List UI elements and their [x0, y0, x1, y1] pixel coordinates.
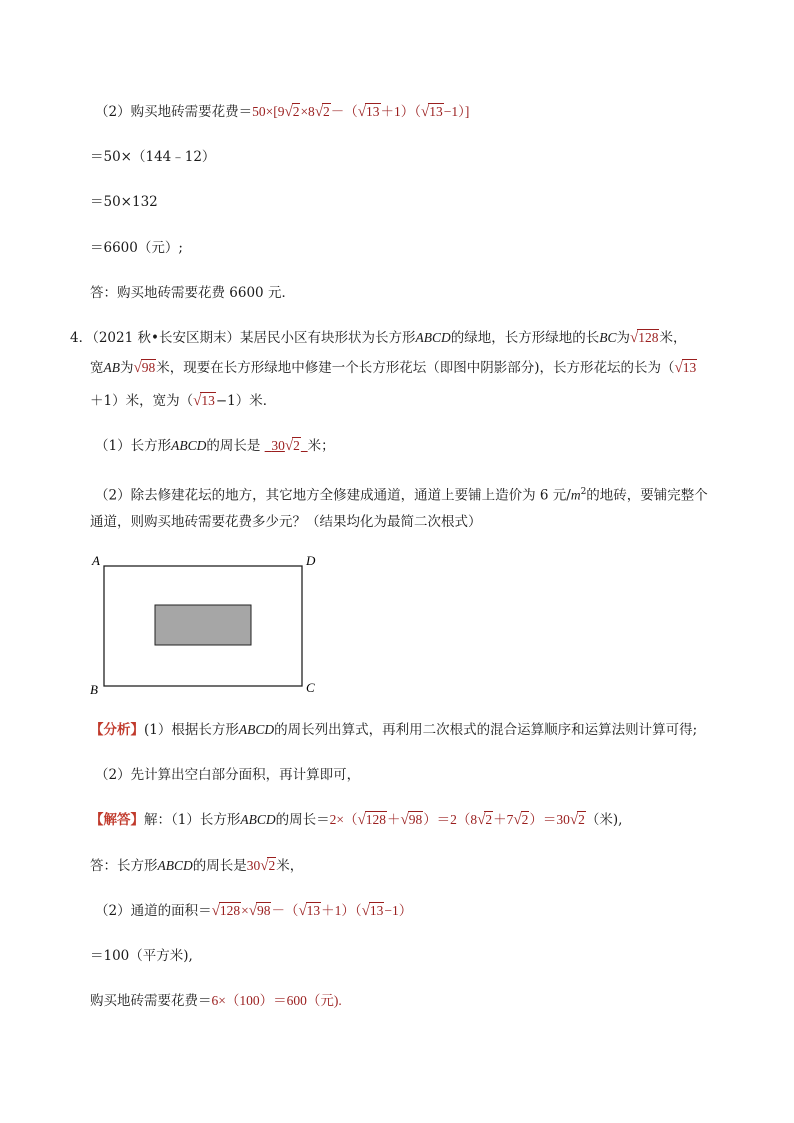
flower-bed-shaded: [155, 605, 251, 645]
answer-1: 答：购买地砖需要花费 6600 元．: [90, 285, 295, 301]
analysis-line-1: 【分析】(1）根据长方形ABCD的周长列出算式，再利用二次根式的混合运算顺序和运算法则计算可得;: [90, 722, 698, 738]
sub-question-2-line-1: （2）除去修建花坛的地方，其它地方全修建成通道，通道上要铺上造价为 6 元$/m^2$的地砖，要铺完整个: [95, 487, 708, 504]
question-4-line-3: ＋1）米，宽为（√ 13−1）米．: [90, 391, 276, 411]
label-d: D: [306, 553, 316, 568]
calc-step-2: ＝50×132: [90, 194, 158, 210]
part2-cost-line: （2）购买地砖需要花费＝50×[9√ 2×8√ 2－（√ 13＋1）（√ 13−1）]: [95, 102, 469, 122]
label-c: C: [306, 680, 315, 695]
analysis-line-2: （2）先计算出空白部分面积，再计算即可，: [95, 767, 361, 783]
sub-question-2-line-2: 通道，则购买地砖需要花费多少元？（结果均化为最简二次根式）: [90, 514, 482, 530]
question-4-line-1: 4．（2021 秋•长安区期末）某居民小区有块形状为长方形ABCD的绿地，长方形绿地的长BC为√ 128米，: [70, 328, 686, 348]
solution-line-1: 【解答】解：（1）长方形ABCD的周长＝2×（√ 128＋√ 98）＝2（8√ 2＋7√ 2）＝30√ 2（米),: [90, 810, 622, 830]
solution-line-2: （2）通道的面积＝√ 128×√ 98－（√ 13＋1）（√ 13−1）: [95, 901, 412, 921]
calc-step-3: ＝6600（元）;: [90, 240, 183, 256]
sub-question-1: （1）长方形ABCD的周长是 30√ 2 米；: [95, 436, 335, 456]
answer-2: 答：长方形ABCD的周长是30√ 2米，: [90, 856, 303, 876]
solution-line-4: 购买地砖需要花费＝6×（100）＝600（元).: [90, 993, 342, 1009]
calc-step-1: ＝50×（144﹣12）: [90, 149, 216, 165]
solution-line-3: ＝100（平方米),: [90, 948, 193, 964]
label-a: A: [92, 553, 100, 568]
label-b: B: [90, 682, 98, 697]
question-4-line-2: 宽AB为√ 98米，现要在长方形绿地中修建一个长方形花坛（即图中阴影部分)，长方形花坛的长为（√ 13: [90, 358, 697, 378]
rectangle-figure: [88, 550, 318, 700]
